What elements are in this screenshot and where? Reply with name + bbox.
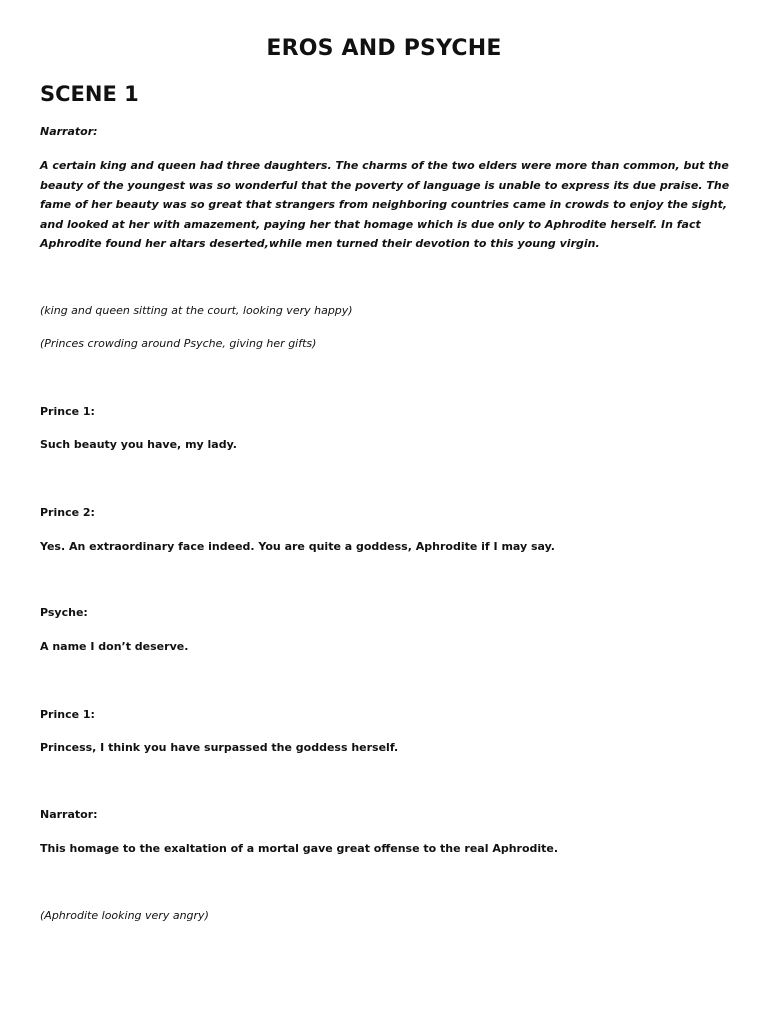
line-prince-2: Yes. An extraordinary face indeed. You are quite a goddess, Aphrodite if I may say.: [40, 540, 555, 553]
line-psyche: A name I don’t deserve.: [40, 640, 189, 653]
speaker-narrator-second: Narrator:: [40, 808, 98, 821]
line-prince-1-second: Princess, I think you have surpassed the goddess herself.: [40, 741, 399, 754]
narrator-paragraph: A certain king and queen had three daughters. The charms of the two elders were more than common, but the beauty of the youngest was so wonderful that the poverty of language is unable to express its due praise. The fame of her beauty was so great that strangers from neighboring countries came in crowds to enjoy the sight, and looked at her with amazement, paying her that homage which is due only to Aphrodite herself. In fact Aphrodite found her altars deserted,while men turned their devotion to this young virgin.: [40, 159, 730, 250]
speaker-prince-1: Prince 1:: [40, 405, 95, 418]
line-prince-1: Such beauty you have, my lady.: [40, 438, 237, 451]
line-narrator-second: This homage to the exaltation of a mortal gave great offense to the real Aphrodite.: [40, 842, 559, 855]
stage-direction-aphrodite: (Aphrodite looking very angry): [40, 909, 209, 922]
document-title: EROS AND PSYCHE: [266, 36, 502, 61]
speaker-psyche: Psyche:: [40, 606, 88, 619]
narrator-label: Narrator:: [40, 125, 98, 138]
scene-heading: SCENE 1: [40, 82, 139, 106]
speaker-prince-2: Prince 2:: [40, 506, 95, 519]
stage-direction-court: (king and queen sitting at the court, looking very happy): [40, 304, 353, 317]
stage-direction-princes: (Princes crowding around Psyche, giving her gifts): [40, 337, 317, 350]
speaker-prince-1-second: Prince 1:: [40, 708, 95, 721]
